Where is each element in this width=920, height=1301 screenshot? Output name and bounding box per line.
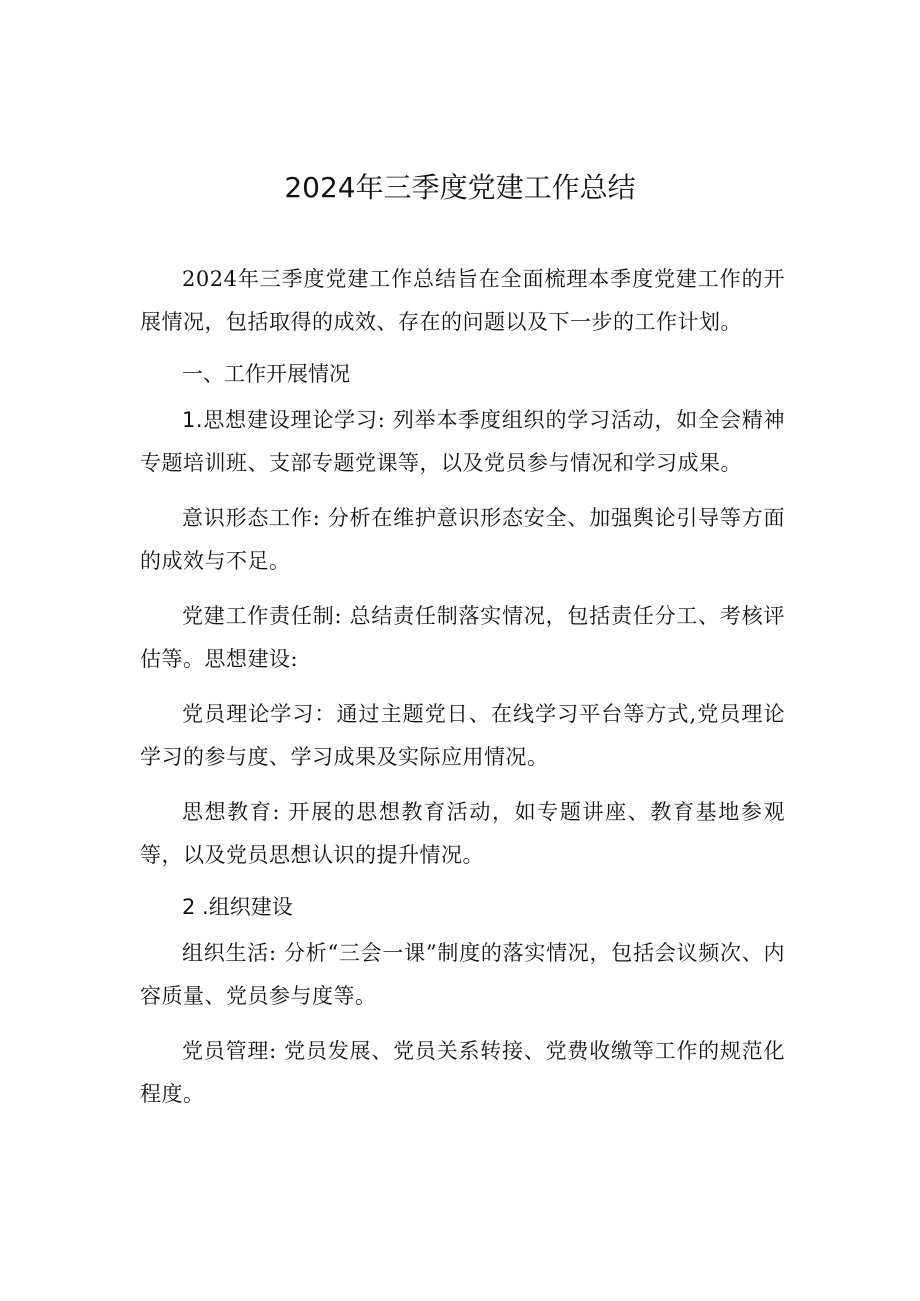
section-heading-work-progress: 一、工作开展情况 xyxy=(182,362,350,386)
paragraph-organization-life: 组织生活: 分析“三会一课”制度的落实情况，包括会议频次、内容质量、党员参与度等。 xyxy=(140,941,785,1008)
item-text-ideological-study: : 列举本季度组织的学习活动，如全会精神专题培训班、支部专题党课等，以及党员参与情况和学习成果。 xyxy=(140,408,785,475)
paragraph-ideology-work: 意识形态工作: 分析在维护意识形态安全、加强舆论引导等方面的成效与不足。 xyxy=(140,506,785,573)
paragraph-theory-study: 党员理论学习：通过主题党日、在线学习平台等方式,党员理论学习的参与度、学习成果及实际应用情况。 xyxy=(140,702,785,769)
paragraph-ideological-education: 思想教育: 开展的思想教育活动，如专题讲座、教育基地参观等，以及党员思想认识的提升情况。 xyxy=(140,800,785,867)
item-lead-ideological-study: 1.思想建设理论学习 xyxy=(182,408,378,432)
intro-paragraph: 2024年三季度党建工作总结旨在全面梳理本季度党建工作的开展情况，包括取得的成效、存在的问题以及下一步的工作计划。 xyxy=(140,267,785,334)
paragraph-ideological-study xyxy=(140,399,785,485)
document-body xyxy=(140,258,785,1128)
section-heading-organization: 2 .组织建设 xyxy=(182,895,293,919)
paragraph-member-management: 党员管理: 党员发展、党员关系转接、党费收缴等工作的规范化程度。 xyxy=(140,1039,785,1106)
document-title: 2024年三季度党建工作总结 xyxy=(284,171,636,204)
paragraph-responsibility-system: 党建工作责任制: 总结责任制落实情况，包括责任分工、考核评估等。思想建设: xyxy=(140,604,785,671)
